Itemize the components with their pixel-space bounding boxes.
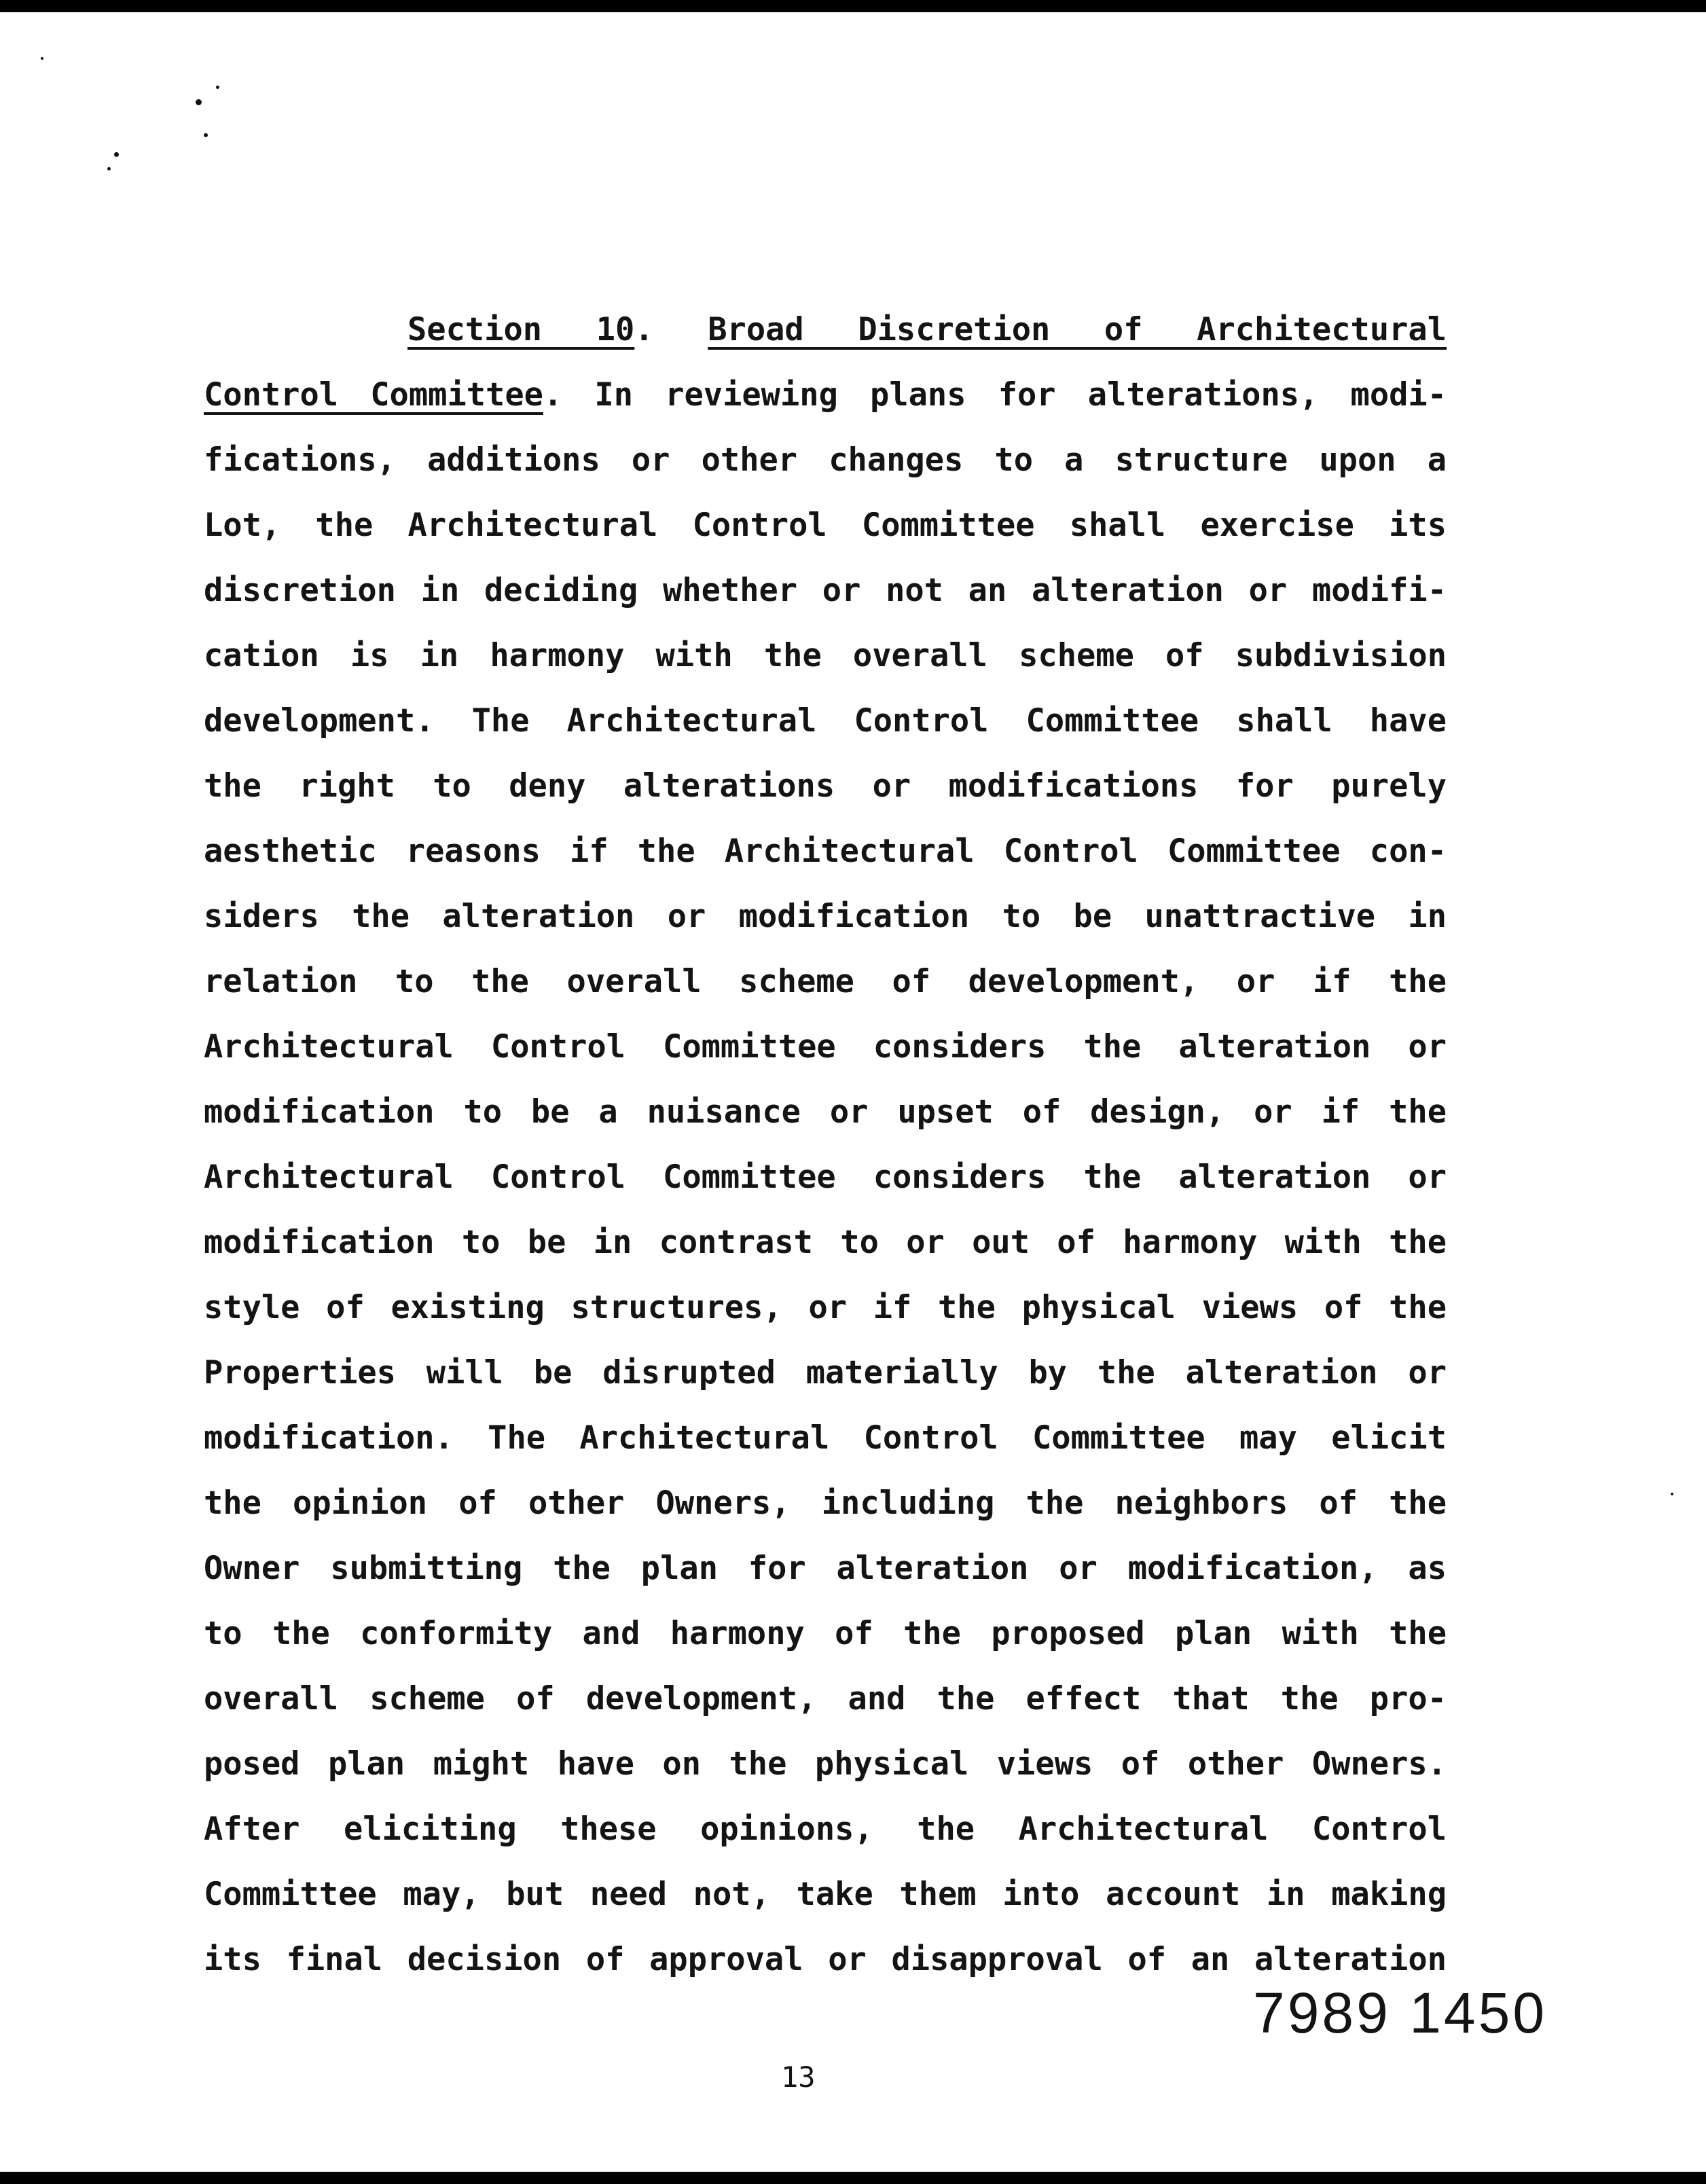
text-line: posed plan might have on the physical views of other Owners. (204, 1745, 1447, 1783)
scan-speck (107, 167, 111, 170)
scan-speck (196, 99, 202, 105)
document-code: 7989 1450 (1253, 1981, 1548, 2045)
text-line: the opinion of other Owners, including the neighbors of the (204, 1485, 1447, 1522)
text-line: relation to the overall scheme of development, or if the (204, 963, 1447, 1000)
text-line: siders the alteration or modification to be unattractive in (204, 898, 1447, 935)
section-heading-line-2: Control Committee. In reviewing plans for alterations, modi- (204, 376, 1447, 414)
text-line: discretion in deciding whether or not an alteration or modifi- (204, 572, 1447, 609)
scan-speck (114, 152, 119, 157)
text-line: overall scheme of development, and the effect that the pro- (204, 1680, 1447, 1717)
text-line: Architectural Control Committee considers the alteration or (204, 1028, 1447, 1066)
document-page (0, 12, 1706, 2172)
scan-speck (41, 57, 43, 60)
text-line: Lot, the Architectural Control Committee shall exercise its (204, 507, 1447, 544)
section-10-body (204, 297, 1447, 1992)
section-number: Section 10 (407, 311, 635, 348)
section-heading-line: Section 10. Broad Discretion of Architectural (407, 311, 1447, 348)
text-line: modification to be a nuisance or upset of design, or if the (204, 1093, 1447, 1131)
text-line: Properties will be disrupted materially by the alteration or (204, 1354, 1447, 1391)
scan-speck (204, 133, 208, 137)
text-line: its final decision of approval or disapproval of an alteration (204, 1941, 1447, 1978)
text-line: fications, additions or other changes to a structure upon a (204, 441, 1447, 479)
text-line: modification. The Architectural Control Committee may elicit (204, 1419, 1447, 1457)
text-line: style of existing structures, or if the physical views of the (204, 1289, 1447, 1326)
text-line: the right to deny alterations or modifications for purely (204, 767, 1447, 805)
text-line: Committee may, but need not, take them into account in making (204, 1876, 1447, 1913)
text-line: modification to be in contrast to or out of harmony with the (204, 1224, 1447, 1261)
text-line: aesthetic reasons if the Architectural Control Committee con- (204, 833, 1447, 870)
text-line: to the conformity and harmony of the proposed plan with the (204, 1615, 1447, 1652)
text-line: development. The Architectural Control Committee shall have (204, 702, 1447, 740)
section-title: Broad Discretion of Architectural (708, 311, 1447, 348)
text-line: In reviewing plans for alterations, modi- (594, 376, 1447, 414)
scan-speck (216, 86, 219, 89)
text-line: cation is in harmony with the overall scheme of subdivision (204, 637, 1447, 674)
text-line: Architectural Control Committee considers the alteration or (204, 1159, 1447, 1196)
page-number: 13 (781, 2060, 816, 2094)
section-title-continued: Control Committee (204, 376, 543, 414)
text-line: Owner submitting the plan for alteration or modification, as (204, 1550, 1447, 1587)
text-line: After eliciting these opinions, the Architectural Control (204, 1810, 1447, 1848)
scan-speck (1671, 1493, 1673, 1495)
